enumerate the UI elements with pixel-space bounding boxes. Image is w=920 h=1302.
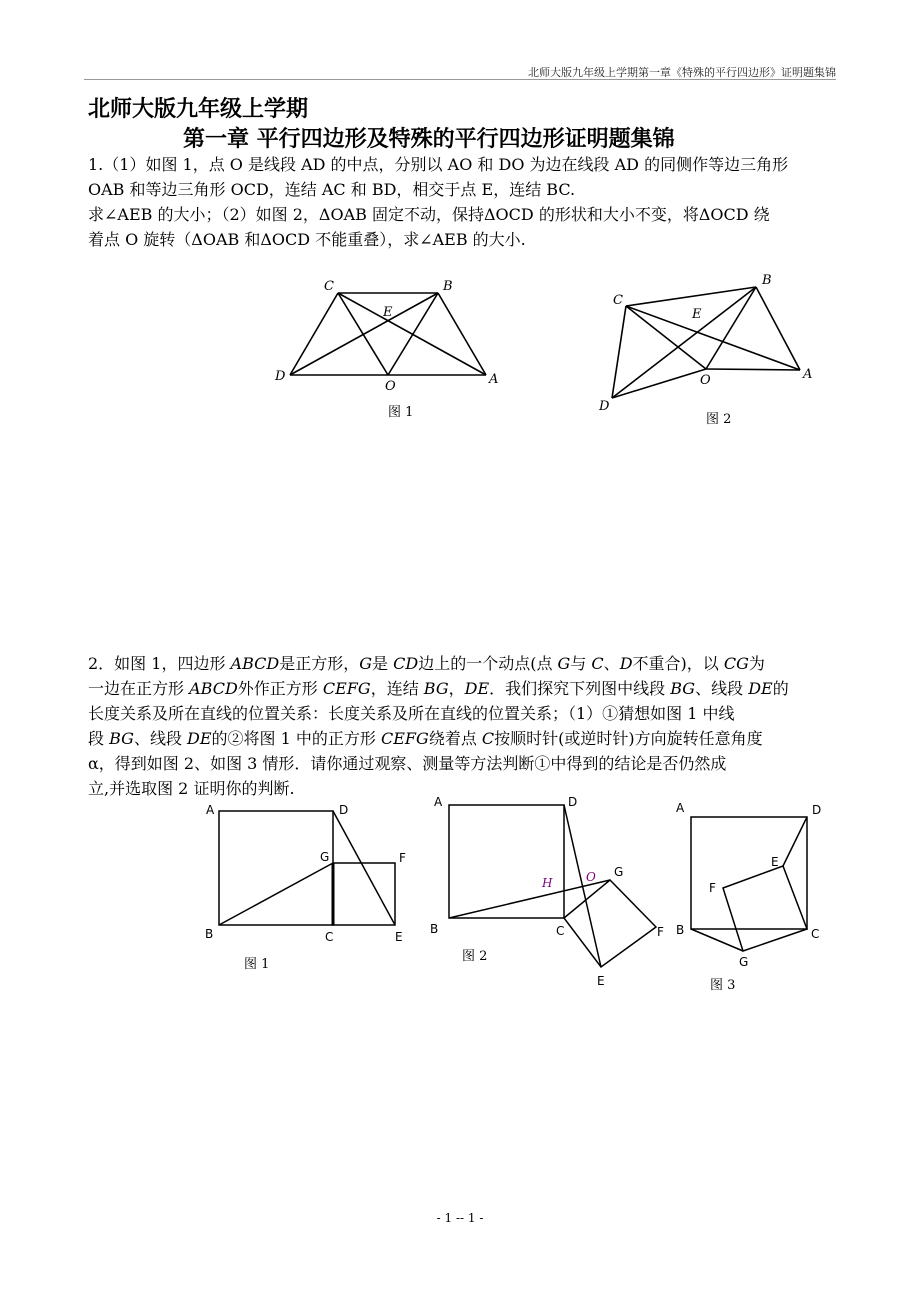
problem1-line1: 1.（1）如图 1，点 O 是线段 AD 的中点，分别以 AO 和 DO 为边在线段 AD 的同侧作等边三角形 xyxy=(88,155,789,174)
p2-l4-cefg: CEFG xyxy=(381,729,429,748)
p2-l4-part: 段 xyxy=(88,729,110,748)
p2-l4-bg: BG xyxy=(109,729,134,748)
fig1-label-e: E xyxy=(383,305,393,320)
p2-l2-part: 、线段 xyxy=(695,679,749,698)
p2-l1-part: 是 xyxy=(372,654,394,673)
problem2-line6: 立,并选取图 2 证明你的判断. xyxy=(88,779,295,798)
p2-l2-part: ， xyxy=(448,679,465,698)
problem2-line3: 长度关系及所在直线的位置关系：长度关系及所在直线的位置关系；（1）①猜想如图 1 中线 xyxy=(88,704,735,723)
p2-l2-de2: DE xyxy=(748,679,773,698)
p2fig2-label-a: A xyxy=(434,795,443,809)
p2-l1-part: 、 xyxy=(603,654,620,673)
running-header: 北师大版九年级上学期第一章《特殊的平行四边形》证明题集锦 xyxy=(528,66,836,79)
p2-l1-cd: CD xyxy=(393,654,419,673)
fig1-caption: 图 1 xyxy=(388,405,414,420)
p2fig2-label-d: D xyxy=(568,795,578,809)
p2-l1-abcd: ABCD xyxy=(230,654,280,673)
p2-l2-bg2: BG xyxy=(670,679,696,698)
p2fig3-label-a: A xyxy=(676,801,685,815)
p2fig2-label-o: O xyxy=(586,870,596,884)
p2-l1-part: 2．如图 1，四边形 xyxy=(88,654,231,673)
p2fig3-label-g: G xyxy=(739,955,749,969)
problem2-line2 xyxy=(88,676,844,701)
problem1-line4: 着点 O 旋转（ΔOAB 和ΔOCD 不能重叠），求∠AEB 的大小. xyxy=(88,230,526,249)
chapter-title: 第一章 平行四边形及特殊的平行四边形证明题集锦 xyxy=(183,126,675,152)
fig2-label-d: D xyxy=(599,399,610,414)
p2fig3-label-e: E xyxy=(771,855,779,869)
problem1-line2: OAB 和等边三角形 OCD，连结 AC 和 BD，相交于点 E，连结 BC. xyxy=(88,180,576,199)
p2fig1-label-b: B xyxy=(205,927,214,941)
p2-l1-d: D xyxy=(619,654,633,673)
p2-l4-part: 按顺时针(或逆时针)方向旋转任意角度 xyxy=(494,729,763,748)
fig1-label-o: O xyxy=(385,379,396,394)
fig2-label-e: E xyxy=(692,307,702,322)
page-number: - 1 -- 1 - xyxy=(436,1211,484,1225)
problem2-line5: α，得到如图 2、如图 3 情形．请你通过观察、测量等方法判断①中得到的结论是否仍然成 xyxy=(88,754,727,773)
p2-l1-part: 是正方形， xyxy=(279,654,360,673)
p2fig1-caption: 图 1 xyxy=(244,957,270,972)
p2fig3-label-d: D xyxy=(812,803,822,817)
fig1-label-c: C xyxy=(324,279,334,294)
p2-l4-de: DE xyxy=(187,729,212,748)
p2fig1-label-d: D xyxy=(339,803,349,817)
p2-l4-c: C xyxy=(481,729,495,748)
p2fig2-caption: 图 2 xyxy=(462,949,488,964)
p2-l4-part: 绕着点 xyxy=(428,729,482,748)
p2fig3-label-f: F xyxy=(709,881,716,895)
p2-l2-part: 一边在正方形 xyxy=(88,679,190,698)
fig2-label-o: O xyxy=(700,373,711,388)
p2-l2-part: 的 xyxy=(772,679,789,698)
p2-l2-part: ，连结 xyxy=(370,679,424,698)
p2fig2-label-h: H xyxy=(542,876,553,890)
problem2-line1 xyxy=(88,651,844,676)
p2-l1-g2: G xyxy=(557,654,571,673)
document-title: 北师大版九年级上学期 xyxy=(88,96,309,122)
p2fig2-label-b: B xyxy=(430,922,439,936)
p2fig1-label-a: A xyxy=(206,803,215,817)
p2-l1-part: 不重合)，以 xyxy=(632,654,724,673)
p2fig1-label-f: F xyxy=(399,851,406,865)
p2-l2-de: DE xyxy=(464,679,490,698)
p2fig3-label-c: C xyxy=(811,927,820,941)
fig2-caption: 图 2 xyxy=(706,412,732,427)
p2fig2-label-g: G xyxy=(614,865,624,879)
p2fig1-label-g: G xyxy=(320,850,330,864)
problem1-line3: 求∠AEB 的大小；（2）如图 2，ΔOAB 固定不动，保持ΔOCD 的形状和大小不变，将ΔOCD 绕 xyxy=(88,205,770,224)
p2-l2-part: ．我们探究下列图中线段 xyxy=(489,679,671,698)
problem2-line4 xyxy=(88,726,844,751)
p2-l1-part: 为 xyxy=(748,654,765,673)
p2-l1-part: 边上的一个动点(点 xyxy=(418,654,558,673)
p2-l1-cg: CG xyxy=(723,654,749,673)
p2-l2-bg: BG xyxy=(423,679,449,698)
fig1-label-a: A xyxy=(489,372,499,387)
p2fig2-label-e: E xyxy=(597,974,605,988)
p2fig1-label-c: C xyxy=(325,930,334,944)
p2-l2-part: 外作正方形 xyxy=(237,679,323,698)
p2fig2-label-f: F xyxy=(657,925,664,939)
p2-l4-part: 的②将图 1 中的正方形 xyxy=(211,729,381,748)
p2-l1-c: C xyxy=(591,654,604,673)
p2-l1-g: G xyxy=(359,654,373,673)
p2-l4-part: 、线段 xyxy=(133,729,188,748)
p2fig3-caption: 图 3 xyxy=(710,978,736,993)
p2-l2-abcd: ABCD xyxy=(189,679,238,698)
p2fig1-label-e: E xyxy=(395,930,403,944)
fig2-label-b: B xyxy=(762,273,772,288)
p2-l2-cefg: CEFG xyxy=(322,679,371,698)
p2fig2-label-c: C xyxy=(556,924,565,938)
p2-l1-part: 与 xyxy=(570,654,592,673)
fig2-label-c: C xyxy=(613,293,623,308)
fig1-label-d: D xyxy=(275,369,286,384)
p2fig3-label-b: B xyxy=(676,923,685,937)
fig2-label-a: A xyxy=(803,367,813,382)
fig1-label-b: B xyxy=(443,279,453,294)
